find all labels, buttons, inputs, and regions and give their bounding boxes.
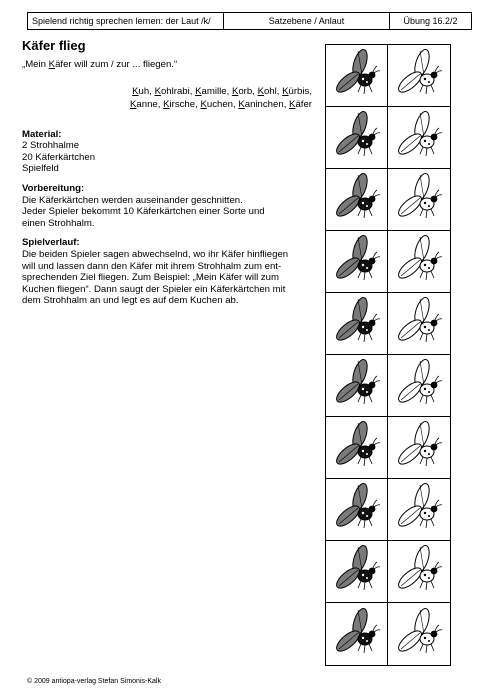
copyright-footer: © 2009 antiopa-verlag Stefan Simonis-Kalk bbox=[27, 678, 161, 685]
beetle-card bbox=[388, 45, 450, 107]
target-letter: K bbox=[200, 98, 207, 110]
beetle-card bbox=[388, 541, 450, 603]
word-rest: aninchen bbox=[244, 98, 284, 110]
beetle-light-icon bbox=[393, 108, 445, 167]
beetle-card bbox=[326, 479, 388, 541]
beetle-card bbox=[388, 603, 450, 665]
word-item bbox=[289, 99, 312, 110]
beetle-light-icon bbox=[393, 542, 445, 601]
beetle-card bbox=[326, 45, 388, 107]
quote-target-letter: K bbox=[48, 59, 56, 70]
beetle-dark-icon bbox=[331, 356, 383, 415]
word-item bbox=[200, 99, 233, 110]
preparation-section bbox=[22, 183, 312, 229]
beetle-card bbox=[388, 417, 450, 479]
material-line: Spielfeld bbox=[22, 163, 59, 175]
beetle-card bbox=[388, 107, 450, 169]
beetle-card bbox=[326, 169, 388, 231]
gameplay-line: Kuchen fliegen“. Dann saugt der Spieler ein Käferkärtchen mit bbox=[22, 283, 286, 295]
material-line: 2 Strohhalme bbox=[22, 140, 80, 152]
beetle-dark-icon bbox=[331, 294, 383, 353]
beetle-dark-icon bbox=[331, 46, 383, 105]
gameplay-title: Spielverlauf: bbox=[22, 237, 80, 249]
word-item bbox=[132, 86, 149, 97]
beetle-dark-icon bbox=[331, 108, 383, 167]
worksheet-header bbox=[27, 12, 472, 30]
beetle-card bbox=[388, 479, 450, 541]
beetle-dark-icon bbox=[331, 605, 383, 664]
preparation-line: Die Käferkärtchen werden auseinander geschnitten. bbox=[22, 194, 243, 206]
gameplay-line: sprechenden Ziel fliegen. Zum Beispiel: „Mein Käfer will zum bbox=[22, 272, 280, 284]
target-letter: K bbox=[289, 98, 296, 110]
material-title: Material: bbox=[22, 128, 62, 140]
word-rest: anne bbox=[136, 98, 158, 110]
word-item bbox=[130, 99, 158, 110]
target-letter: K bbox=[231, 85, 239, 97]
beetle-card bbox=[388, 231, 450, 293]
word-line: Kuh, Kohlrabi, Kamille, Korb, Kohl, Kürbis, bbox=[132, 85, 312, 97]
beetle-card bbox=[326, 231, 388, 293]
example-sentence bbox=[22, 59, 312, 71]
beetle-dark-icon bbox=[331, 232, 383, 291]
quote-end: äfer will zum / zur ... fliegen.“ bbox=[55, 59, 178, 70]
target-letter: K bbox=[195, 85, 202, 97]
word-rest: ürbis bbox=[288, 85, 310, 97]
gameplay-line: Die beiden Spieler sagen abwechselnd, wo ihr Käfer hinfliegen bbox=[22, 248, 289, 260]
target-word-list bbox=[22, 85, 312, 111]
beetle-dark-icon bbox=[331, 418, 383, 477]
target-letter: K bbox=[282, 85, 289, 97]
beetle-card bbox=[326, 107, 388, 169]
target-letter: K bbox=[130, 98, 137, 110]
beetle-light-icon bbox=[393, 605, 445, 664]
word-item bbox=[195, 86, 226, 97]
beetle-light-icon bbox=[393, 356, 445, 415]
word-item bbox=[155, 86, 190, 97]
gameplay-line: dem Strohhalm an und legt es auf dem Kuchen ab. bbox=[22, 295, 239, 307]
word-rest: amille bbox=[201, 85, 227, 97]
beetle-dark-icon bbox=[331, 480, 383, 539]
instructions bbox=[22, 38, 312, 315]
preparation-line: einen Strohhalm. bbox=[22, 217, 95, 229]
material-section bbox=[22, 129, 312, 175]
word-item bbox=[258, 86, 277, 97]
word-rest: uchen bbox=[206, 98, 233, 110]
beetle-card bbox=[326, 355, 388, 417]
word-rest: irsche bbox=[169, 98, 196, 110]
beetle-card bbox=[326, 293, 388, 355]
target-letter: K bbox=[163, 98, 170, 110]
word-rest: ohl bbox=[263, 85, 277, 97]
beetle-light-icon bbox=[393, 46, 445, 105]
target-letter: K bbox=[132, 85, 139, 97]
beetle-dark-icon bbox=[331, 542, 383, 601]
preparation-line: Jeder Spieler bekommt 10 Käferkärtchen einer Sorte und bbox=[22, 206, 265, 218]
beetle-card bbox=[326, 603, 388, 665]
word-rest: orb bbox=[238, 85, 253, 97]
beetle-light-icon bbox=[393, 294, 445, 353]
word-item bbox=[282, 86, 309, 97]
target-letter: K bbox=[257, 85, 264, 97]
word-item bbox=[232, 86, 252, 97]
word-rest: äfer bbox=[295, 98, 312, 110]
beetle-dark-icon bbox=[331, 170, 383, 229]
word-rest: uh bbox=[138, 85, 150, 97]
word-rest: ohlrabi bbox=[160, 85, 190, 97]
beetle-light-icon bbox=[393, 480, 445, 539]
header-subject: Spielend richtig sprechen lernen: der Laut /k/ bbox=[28, 13, 224, 29]
beetle-card bbox=[326, 541, 388, 603]
beetle-card bbox=[326, 417, 388, 479]
preparation-title: Vorbereitung: bbox=[22, 182, 85, 194]
beetle-card bbox=[388, 355, 450, 417]
header-topic: Satzebene / Anlaut bbox=[224, 13, 390, 29]
beetle-light-icon bbox=[393, 418, 445, 477]
beetle-card bbox=[388, 293, 450, 355]
beetle-light-icon bbox=[393, 232, 445, 291]
gameplay-line: will und lassen dann den Käfer mit ihrem Strohhalm zum ent- bbox=[22, 260, 282, 272]
page-title: Käfer flieg bbox=[22, 38, 86, 53]
quote-start: „Mein bbox=[22, 59, 49, 70]
beetle-card-grid bbox=[325, 44, 451, 666]
word-item bbox=[163, 99, 195, 110]
target-letter: K bbox=[154, 85, 161, 97]
header-exercise: Übung 16.2/2 bbox=[403, 16, 458, 26]
beetle-card bbox=[388, 169, 450, 231]
material-line: 20 Käferkärtchen bbox=[22, 151, 96, 163]
word-line: Kanne, Kirsche, Kuchen, Kaninchen, Käfer bbox=[130, 98, 312, 110]
target-letter: K bbox=[238, 98, 245, 110]
gameplay-section bbox=[22, 237, 312, 307]
word-item bbox=[238, 99, 283, 110]
beetle-light-icon bbox=[393, 170, 445, 229]
